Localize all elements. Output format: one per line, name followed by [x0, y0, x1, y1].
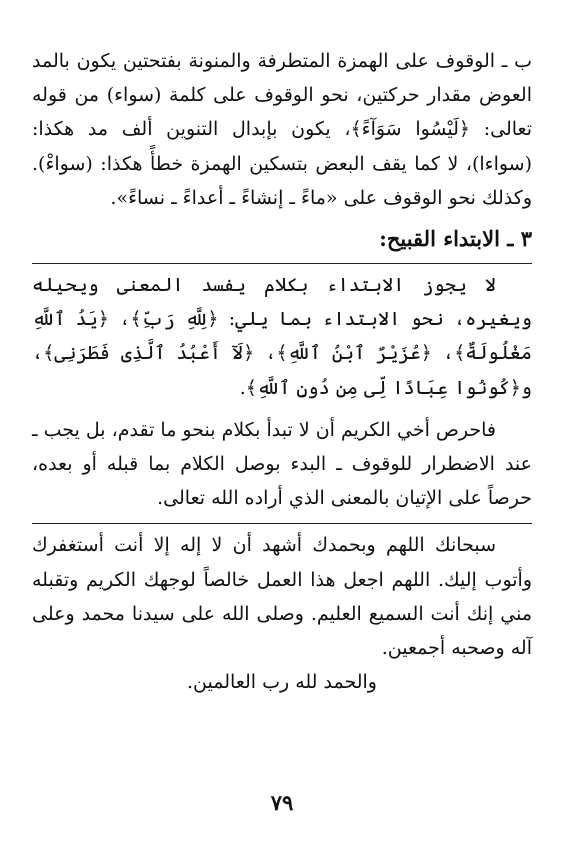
section-heading-bad-start: ٣ ـ الابتداء القبيح:	[379, 226, 532, 252]
page-number: ٧٩	[270, 790, 294, 815]
paragraph-bad-start-examples: لا يجوز الابتداء بكلام يفسد المعنى ويحيله ويغيره، نحو الابتداء بما يلي: ﴿لِلَّهِ رَبِّ﴾، ﴿يَدُ ٱللَّهِ مَغْلُولَةٌ﴾، ﴿عُزَيْرٌ ٱبْنُ ٱللَّهِ﴾، ﴿لَآ أَعْبُدُ ٱلَّذِى فَطَرَنِى﴾، و﴿كُونُوا عِبَادًا لِّى مِن دُونِ ٱللَّهِ﴾.	[32, 274, 532, 399]
page-body	[32, 44, 532, 699]
paragraph-divider	[32, 523, 532, 524]
paragraph-advice: فاحرص أخي الكريم أن لا تبدأ بكلام بنحو ما تقدم، بل يجب ـ عند الاضطرار للوقوف ـ البدء بوصل الكلام بما قبله أو بعده، حرصاً على الإتيان بالمعنى الذي أراده الله تعالى.	[32, 418, 532, 510]
section-divider	[32, 263, 532, 264]
paragraph-closing-prayer: سبحانك اللهم وبحمدك أشهد أن لا إله إلا أنت أستغفرك وأتوب إليك. اللهم اجعل هذا العمل خالصاً لوجهك الكريم وتقبله مني إنك أنت السميع العليم. وصلى الله على سيدنا محمد وعلى آله وصحبه أجمعين.	[32, 534, 532, 660]
paragraph-stop-on-hamza: ب ـ الوقوف على الهمزة المتطرفة والمنونة بفتحتين يكون بالمد العوض مقدار حركتين، نحو الوقوف على كلمة (سواء) من قوله تعالى: ﴿لَيْسُوا سَوَآءً﴾، يكون بإبدال التنوين ألف مد هكذا: (سواءا)، لا كما يقف البعض بتسكين الهمزة خطأً هكذا: (سواءْ). وكذلك نحو الوقوف على «ماءً ـ إنشاءً ـ أعداءً ـ نساءً».	[32, 50, 532, 209]
closing-line: والحمد لله رب العالمين.	[187, 671, 377, 694]
